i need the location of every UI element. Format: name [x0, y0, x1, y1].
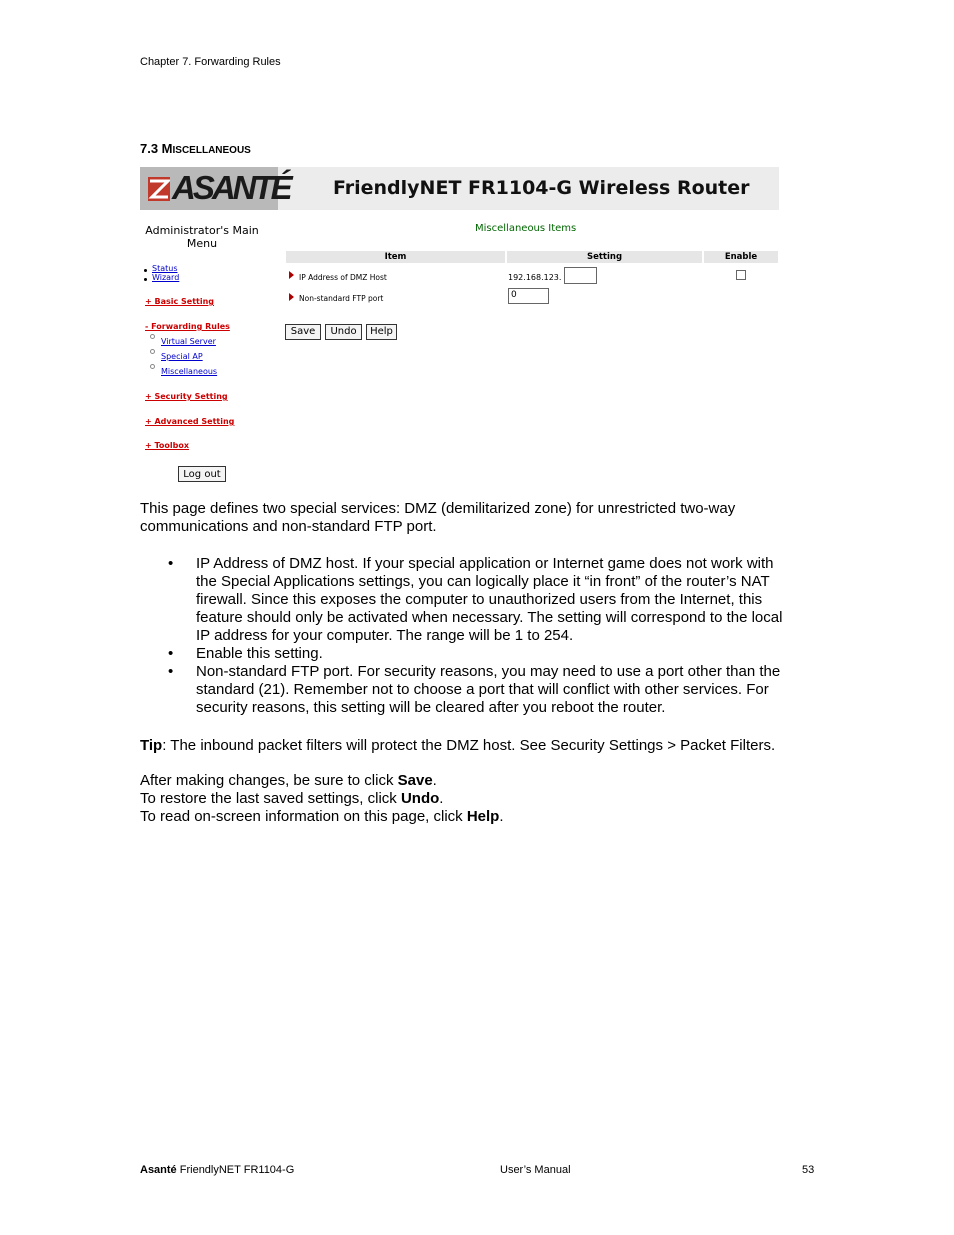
save-button[interactable]: Save	[285, 324, 321, 340]
nav-basic-setting[interactable]: + Basic Setting	[145, 297, 215, 306]
ftp-port-label: Non-standard FTP port	[299, 294, 384, 303]
tip-label: Tip	[140, 737, 163, 754]
chapter-header: Chapter 7. Forwarding Rules	[140, 56, 281, 68]
column-header-item: Item	[286, 251, 505, 263]
asante-logo-icon	[148, 177, 170, 201]
nav-status[interactable]: Status	[152, 264, 178, 273]
dmz-ip-prefix: 192.168.123.	[508, 273, 562, 282]
bullet-icon	[144, 278, 147, 281]
list-item: • IP Address of DMZ host. If your special application or Internet game does not work with the Special Applications settings, you can logically place it “in front” of the router’s NAT firewall. Since this exposes the computer to unauthorized users from the Internet, this feature should only be activated when necessary. The setting will correspond to the local IP address for your computer. The range will be 1 to 254.	[168, 555, 783, 644]
misc-items-title: Miscellaneous Items	[475, 223, 577, 234]
footer-product: Asanté FriendlyNET FR1104-G	[140, 1164, 295, 1176]
list-item: • Enable this setting.	[168, 645, 323, 662]
router-banner	[140, 167, 779, 210]
arrow-right-icon	[289, 271, 294, 279]
nav-wizard[interactable]: Wizard	[152, 273, 180, 282]
ftp-port-input[interactable]: 0	[508, 288, 549, 304]
section-heading	[140, 141, 251, 156]
nav-forwarding-rules[interactable]: - Forwarding Rules	[145, 322, 230, 331]
router-screenshot	[140, 167, 779, 497]
dmz-ip-input[interactable]	[564, 267, 597, 284]
dmz-enable-checkbox[interactable]	[736, 270, 746, 280]
circle-icon	[150, 349, 155, 354]
feature-list	[168, 555, 818, 717]
asante-logo	[140, 167, 290, 210]
nav-security-setting[interactable]: + Security Setting	[145, 392, 228, 401]
undo-instruction: To restore the last saved settings, click Undo.	[140, 790, 444, 807]
dmz-host-label: IP Address of DMZ Host	[299, 273, 387, 282]
nav-advanced-setting[interactable]: + Advanced Setting	[145, 417, 235, 426]
intro-paragraph: This page defines two special services: DMZ (demilitarized zone) for unrestricted two-way communications and non-standard FTP port.	[140, 500, 736, 535]
bullet-icon: •	[168, 663, 174, 680]
circle-icon	[150, 334, 155, 339]
menu-title: Administrator's Main Menu	[145, 224, 259, 250]
circle-icon	[150, 364, 155, 369]
arrow-right-icon	[289, 293, 294, 301]
instructions	[140, 772, 504, 826]
logo-text: ASANTÉ	[172, 169, 290, 206]
save-instruction: After making changes, be sure to click Save.	[140, 772, 437, 789]
router-title: FriendlyNET FR1104-G Wireless Router	[333, 177, 750, 199]
bullet-icon	[144, 269, 147, 272]
nav-special-ap[interactable]: Special AP	[161, 352, 203, 361]
bullet-icon: •	[168, 555, 174, 572]
undo-button[interactable]: Undo	[325, 324, 362, 340]
section-title: ISCELLANEOUS	[172, 145, 251, 156]
column-header-setting: Setting	[507, 251, 702, 263]
list-item: • Non-standard FTP port. For security reasons, you may need to use a port other than the standard (21). Remember not to choose a port that will conflict with other services. For security reasons, this setting will be cleared after you reboot the router.	[168, 663, 781, 716]
help-instruction: To read on-screen information on this page, click Help.	[140, 808, 504, 825]
section-number: 7.3 M	[140, 141, 173, 156]
nav-miscellaneous[interactable]: Miscellaneous	[161, 367, 218, 376]
bullet-icon: •	[168, 645, 174, 662]
nav-virtual-server[interactable]: Virtual Server	[161, 337, 216, 346]
column-header-enable: Enable	[704, 251, 778, 263]
tip-paragraph: Tip: The inbound packet filters will protect the DMZ host. See Security Settings > Packet Filters.	[140, 737, 776, 754]
footer-manual: User’s Manual	[500, 1164, 571, 1176]
logout-button[interactable]: Log out	[178, 466, 226, 482]
nav-toolbox[interactable]: + Toolbox	[145, 441, 189, 450]
page-number: 53	[802, 1164, 815, 1176]
help-button[interactable]: Help	[366, 324, 397, 340]
